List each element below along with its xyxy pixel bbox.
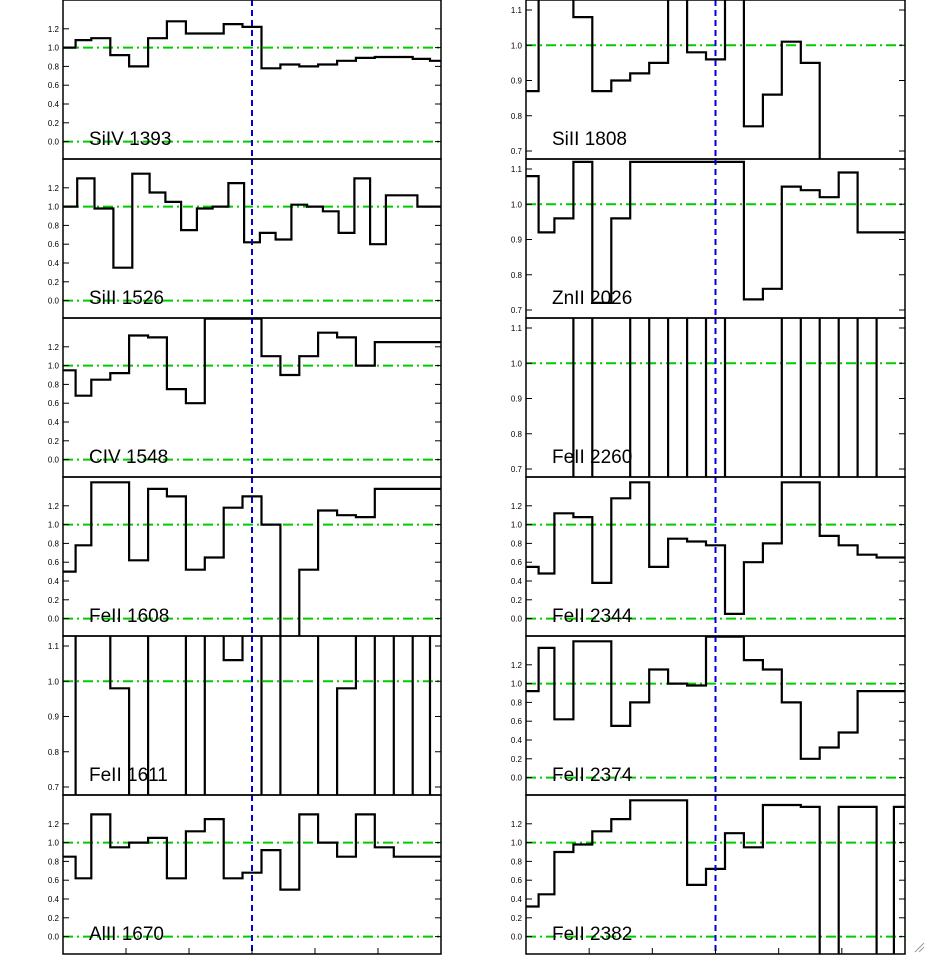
y-tick-label: 0.2 xyxy=(510,913,522,923)
y-tick-label: 0.6 xyxy=(47,876,59,886)
y-tick-label: 0.2 xyxy=(47,436,59,446)
y-tick-label: 0.0 xyxy=(47,296,59,306)
y-tick-label: 0.8 xyxy=(510,270,522,280)
y-tick-label: 1.2 xyxy=(47,24,59,34)
panel-8 xyxy=(511,159,905,318)
panel-label: SiIV 1393 xyxy=(89,129,172,150)
y-tick-label: 1.2 xyxy=(47,501,59,511)
y-tick-label: 0.2 xyxy=(47,277,59,287)
y-tick-label: 1.1 xyxy=(510,165,522,174)
y-tick-label: 0.8 xyxy=(47,857,59,867)
y-tick-label: 0.2 xyxy=(510,754,522,764)
y-tick-label: 0.4 xyxy=(510,577,522,586)
panel-label: SiII 1808 xyxy=(552,129,627,150)
y-tick-label: 0.6 xyxy=(47,240,59,250)
panel-label: FeII 1611 xyxy=(89,765,168,786)
y-tick-label: 1.0 xyxy=(47,361,59,371)
y-tick-label: 1.1 xyxy=(47,642,59,651)
y-tick-label: 0.4 xyxy=(47,259,59,268)
y-tick-label: 0.7 xyxy=(510,306,522,315)
y-tick-label: 0.0 xyxy=(47,455,59,465)
y-tick-label: 0.2 xyxy=(47,118,59,128)
panel-label: CIV 1548 xyxy=(89,447,169,468)
y-tick-label: 0.7 xyxy=(510,465,522,474)
panels-layer xyxy=(48,0,905,955)
panel-3 xyxy=(48,318,441,477)
y-tick-label: 0.8 xyxy=(510,539,522,549)
panel-11 xyxy=(511,636,905,795)
panel-label: SiII 1526 xyxy=(89,288,164,309)
y-tick-label: 0.4 xyxy=(47,895,59,904)
y-tick-label: 1.1 xyxy=(510,6,522,15)
y-tick-label: 0.9 xyxy=(510,394,522,404)
y-tick-label: 1.0 xyxy=(510,200,522,210)
y-tick-label: 1.2 xyxy=(47,342,59,352)
y-tick-label: 0.4 xyxy=(47,100,59,109)
y-tick-label: 0.4 xyxy=(47,577,59,586)
y-tick-label: 1.0 xyxy=(47,520,59,530)
y-tick-label: 0.0 xyxy=(510,614,522,624)
y-tick-label: 0.4 xyxy=(510,895,522,904)
y-tick-label: 0.4 xyxy=(47,418,59,427)
panel-12 xyxy=(511,795,905,955)
y-tick-label: 1.2 xyxy=(510,501,522,511)
panel-label: AlII 1670 xyxy=(89,924,164,945)
y-tick-label: 0.8 xyxy=(510,429,522,439)
panel-4 xyxy=(48,477,441,637)
y-tick-label: 0.8 xyxy=(510,857,522,867)
y-tick-label: 0.4 xyxy=(510,736,522,745)
y-tick-label: 0.7 xyxy=(510,147,522,156)
panel-9 xyxy=(511,293,905,505)
panel-2 xyxy=(48,159,441,318)
panel-label: FeII 2260 xyxy=(552,447,633,468)
y-tick-label: 0.9 xyxy=(510,235,522,245)
panel-label: FeII 1608 xyxy=(89,606,170,627)
y-tick-label: 0.0 xyxy=(47,614,59,624)
y-tick-label: 0.8 xyxy=(47,62,59,72)
y-tick-label: 0.6 xyxy=(47,81,59,91)
y-tick-label: 0.6 xyxy=(510,717,522,727)
y-tick-label: 1.2 xyxy=(47,819,59,829)
y-tick-label: 0.0 xyxy=(47,932,59,942)
y-tick-label: 0.8 xyxy=(47,380,59,390)
panel-label: FeII 2374 xyxy=(552,765,633,786)
y-tick-label: 0.2 xyxy=(47,595,59,605)
y-tick-label: 1.0 xyxy=(510,679,522,689)
y-tick-label: 1.2 xyxy=(510,819,522,829)
y-tick-label: 1.0 xyxy=(47,43,59,53)
y-tick-label: 0.0 xyxy=(510,932,522,942)
y-tick-label: 0.2 xyxy=(510,595,522,605)
panel-1 xyxy=(48,0,441,159)
y-tick-label: 0.6 xyxy=(510,558,522,568)
panel-label: FeII 2344 xyxy=(552,606,633,627)
panel-label: ZnII 2026 xyxy=(552,288,633,309)
y-tick-label: 0.9 xyxy=(47,712,59,722)
y-tick-label: 0.0 xyxy=(47,137,59,147)
panel-5 xyxy=(48,611,441,823)
y-tick-label: 0.8 xyxy=(510,698,522,708)
panel-10 xyxy=(511,477,905,636)
y-tick-label: 1.0 xyxy=(510,520,522,530)
y-tick-label: 1.2 xyxy=(510,660,522,670)
y-tick-label: 0.8 xyxy=(47,539,59,549)
panel-6 xyxy=(48,795,441,954)
y-tick-label: 0.2 xyxy=(47,913,59,923)
y-tick-label: 0.7 xyxy=(47,783,59,792)
y-tick-label: 0.8 xyxy=(47,221,59,231)
y-tick-label: 1.1 xyxy=(510,324,522,333)
panel-label: FeII 2382 xyxy=(552,924,633,945)
y-tick-label: 0.6 xyxy=(47,399,59,409)
y-tick-label: 1.0 xyxy=(510,838,522,848)
y-tick-label: 1.0 xyxy=(510,41,522,51)
y-tick-label: 0.8 xyxy=(510,111,522,121)
y-tick-label: 1.0 xyxy=(47,202,59,212)
y-tick-label: 0.6 xyxy=(510,876,522,886)
y-tick-label: 1.2 xyxy=(47,183,59,193)
y-tick-label: 1.0 xyxy=(510,359,522,369)
y-tick-label: 1.0 xyxy=(47,838,59,848)
y-tick-label: 0.9 xyxy=(510,76,522,86)
y-tick-label: 0.6 xyxy=(47,558,59,568)
y-tick-label: 0.8 xyxy=(47,747,59,757)
resize-grip-icon[interactable] xyxy=(913,941,925,953)
y-tick-label: 1.0 xyxy=(47,677,59,687)
y-tick-label: 0.0 xyxy=(510,773,522,783)
